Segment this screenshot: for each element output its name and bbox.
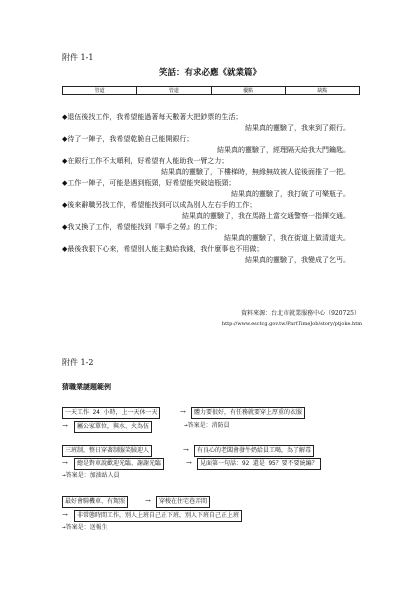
joke-list xyxy=(62,112,362,266)
joke-punchline: 結果真的靈驗了，我在街道上做清道夫。 xyxy=(224,234,350,242)
annex-2-label: 附件 1-2 xyxy=(62,358,94,367)
joke-setup: ◆ 後來辭職另找工作，希望能找到可以成為別人左右手的工作； xyxy=(62,200,362,211)
joke-punchline: 結果真的靈驗了，經理隔天給我大門鑰匙。 xyxy=(217,146,350,154)
arrow-right-icon: → xyxy=(145,497,151,505)
joke-setup: ◆ 退伍後找工作，我希望能過著每天數著大把鈔票的生活； xyxy=(62,112,362,123)
arrow-right-icon: → xyxy=(62,422,68,430)
source-credit: 資料來源：台北市就業服務中心（920725） xyxy=(241,310,360,317)
arrow-right-icon: → xyxy=(183,446,189,454)
section-title: 猜職業謎題範例 xyxy=(62,383,111,391)
joke-setup: ◆ 最後我狠下心來，希望別人能主動給我錢，我什麼事也不用做； xyxy=(62,244,362,255)
source-url: http://www.esctcg.gov.tw/PartTimeJob/story/ptjoke.htm xyxy=(221,321,362,327)
puzzle-clue-box: 非常態時間工作，別人上班自己正下班，別人下班自己正上班 xyxy=(74,510,242,522)
puzzle-clue-box: 屬公家單位，與水、火為伍 xyxy=(74,421,152,433)
joke-punchline: 結果真的靈驗了，我變成了乞丐。 xyxy=(245,256,350,264)
joke-punchline: 結果真的靈驗了，我打破了可樂瓶子。 xyxy=(231,190,350,198)
joke-punchline: 結果真的靈驗了，下樓梯時，無緣無故被人從後面推了一把。 xyxy=(161,168,350,176)
puzzle-clue-box: 穿梭在住宅巷弄間 xyxy=(156,496,210,508)
table-header-cell: 管道 xyxy=(137,87,211,94)
joke-punchline: 結果真的靈驗了，我在馬路上當交通警察一指揮交通。 xyxy=(182,212,350,220)
arrow-right-icon: → xyxy=(186,459,192,467)
joke-setup: ◆ 在銀行工作不太順利，好希望有人能助我一臂之力； xyxy=(62,156,362,167)
puzzle-answer: →答案是：送報生 xyxy=(62,524,108,531)
table-header-cell: 缺點 xyxy=(317,88,328,94)
puzzle-answer: →答案是：消防員 xyxy=(184,422,230,429)
puzzle-clue-box: 體力要很好，有任務就要穿上厚重的衣服 xyxy=(191,407,305,419)
joke-punchline: 結果真的靈驗了，我來到了銀行。 xyxy=(245,124,350,132)
puzzle-clue-box: 一天工作 24 小時，上一天休一天 xyxy=(62,407,160,419)
channel-table xyxy=(62,86,360,95)
arrow-right-icon: → xyxy=(62,511,68,519)
arrow-right-icon: → xyxy=(62,459,68,467)
puzzle-answer: →答案是：加油站人員 xyxy=(62,472,120,479)
table-header-cell: 優點 xyxy=(212,87,286,94)
annex-1-label: 附件 1-1 xyxy=(62,53,94,62)
page-title: 笑話：有求必應《就業篇》 xyxy=(158,68,261,78)
table-header-cell: 管道 xyxy=(63,87,137,94)
puzzle-clue-box: 有良心的老闆會發牛奶給員工喝，為了解毒 xyxy=(194,445,314,457)
arrow-right-icon: → xyxy=(180,408,186,416)
puzzle-clue-box: 見面第一句話：92 還是 95？要不要統編？ xyxy=(197,458,321,470)
puzzle-clue-box: 最好會騎機車、有駕照 xyxy=(62,496,128,508)
puzzle-clue-box: 總是對車說歡迎光臨、謝謝光臨 xyxy=(74,458,164,470)
joke-setup: ◆ 待了一陣子，我希望乾脆自己能開銀行； xyxy=(62,134,362,145)
joke-setup: ◆ 工作一陣子，可能是遇到瓶頸，好希望能突破這瓶頸； xyxy=(62,178,362,189)
joke-setup: ◆ 我又換了工作，希望能找到『舉手之勞』的工作； xyxy=(62,222,362,233)
puzzle-clue-box: 三班制，整日穿著制服笑臉迎人 xyxy=(62,445,152,457)
